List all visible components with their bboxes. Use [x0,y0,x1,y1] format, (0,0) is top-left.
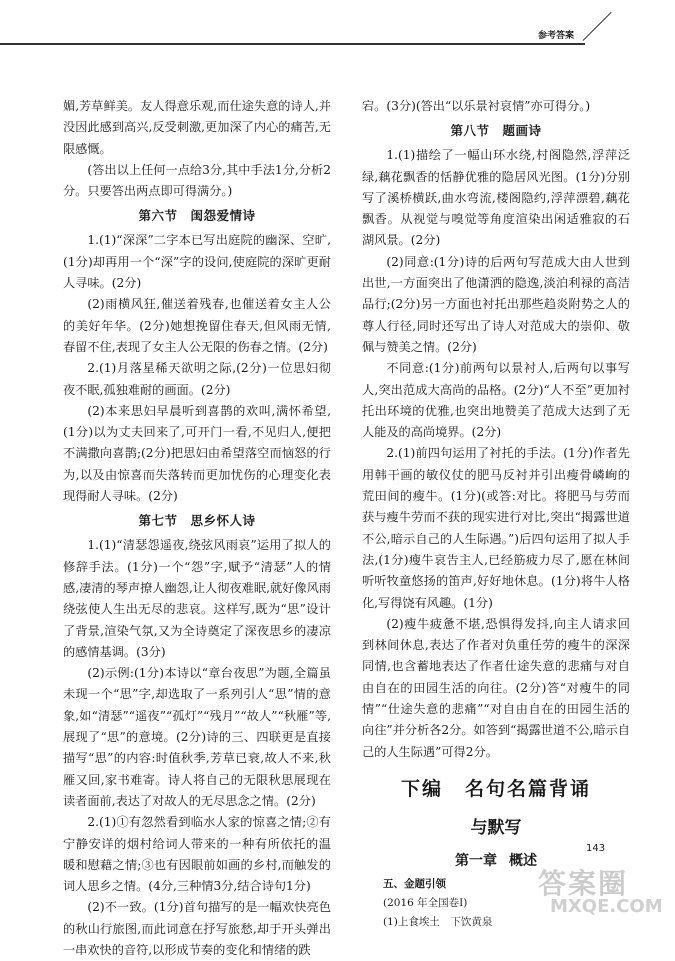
section-heading: 第八节 题画诗 [450,123,542,139]
paragraph: (2)示例:(1分)本诗以“章台夜思”为题,全篇虽未现一个“思”字,却选取了一系列引人“思”情的意象,如“清瑟”“遥夜”“孤灯”“残月”“故人”“秋雁”等,展现了“思”的意境。(2分)诗的三、四联更是直接描写“思”的内容:时值秋季,芳草已衰,故人不来,秋雁又回,家书难寄。诗人将自己的无限秋思展现在读者面前,表达了对故人的无尽思念之情。(2分) [63,666,331,808]
page-number: 143 [586,843,606,854]
paragraph: 宕。(3分)(答出“以乐景衬哀情”亦可得分。) [362,99,591,113]
paragraph: 媚,芳草鲜美。友人得意乐观,而仕途失意的诗人,并没因此感到高兴,反受刺激,更加深了内心的痛苦,无限感慨。 [63,99,331,156]
answer-line: (2016 年全国卷Ⅰ) [383,896,468,909]
paragraph: 1.(1)“清瑟怨遥夜,绕弦风雨哀”运用了拟人的修辞手法。(1分)一个“怨”字,赋予“清瑟”人的情感,凄清的琴声撩人幽怨,让人彻夜难眠,就好像风雨绕弦使人生出无尽的悲哀。这样写,既为“思”设计了背景,渲染气氛,又为全诗奠定了深夜思乡的凄凉的感情基调。(3分) [63,538,331,659]
paragraph: 2.(1)①有忽然看到临水人家的惊喜之情;②有宁静安详的烟村给词人带来的一种有所依托的温暖和慰藉之情;③也有因眼前如画的乡村,而触发的词人思乡之情。(4分,三种情3分,结合诗句1分) [63,815,331,894]
part-subtitle: 与默写 [470,817,522,838]
left-column [63,96,331,961]
header-slash [583,12,612,41]
paragraph: (2)同意:(1分)诗的后两句写范成大由人世到出世,一方面突出了他潇洒的隐逸,淡泊利禄的高洁品行;(2分)另一方面也衬托出那些趋炎附势之人的尊人行径,同时还写出了诗人对范成大的崇仰、敬佩与赞美之情。(2分) [362,254,630,354]
watermark [530,862,670,918]
paragraph: 2.(1)前四句运用了衬托的手法。(1分)作者先用韩干画的敏仪仗的肥马反衬并引出瘦骨嶙峋的荒田间的瘦牛。(1分)(或答:对比。将肥马与劳而获与瘦牛劳而不获的现实进行对比,突出“揭露世道不公,暗示自己的人生际遇。”)后四句运用了拟人手法,(1分)瘦牛哀告主人,已经筋疲力尽了,愿在林间听听牧童悠扬的笛声,好好地休息。(1分)将牛人格化,写得饶有风趣。(1分) [362,446,630,610]
paragraph: 不同意:(1分)前两句以景衬人,后两句以事写人,突出范成大高尚的品格。(2分)“人不至”更加衬托出环境的优雅,也突出地赞美了范成大达到了无人能及的高尚境界。(2分) [362,361,630,440]
watermark-logo: 答案圈 [538,867,629,900]
header-label: 参考答案 [538,31,575,41]
section-heading: 第六节 闺怨爱情诗 [138,208,256,224]
chapter-name: 概述 [509,852,537,869]
paragraph: (答出以上任何一点给3分,其中手法1分,分析2分。只要答出两点即可得满分。) [63,162,331,199]
page-header [0,0,675,55]
section-heading: 第七节 思乡怀人诗 [138,513,256,529]
part-name: 名句名篇背诵 [465,777,592,800]
right-column [362,96,630,932]
part-label: 下编 [400,777,443,800]
paragraph: 1.(1)“深深”二字本已写出庭院的幽深、空旷,(1分)却再用一个“深”字的设问,使庭院的深旷更耐人寻味。(2分) [63,233,331,291]
paragraph: (2)瘦牛疲惫不堪,恐惧得发抖,向主人请求回到林间休息,表达了作者对负重任劳的瘦牛的深深同情,也含蓄地表达了作者仕途失意的悲痛与对自由自在的田园生活的向往。(2分)答“对瘦牛的同情”“仕途失意的悲痛”“对自由自在的田园生活的向往”并分析各2分。如答到“揭露世道不公,暗示自己的人生际遇”可得2分。 [362,616,630,759]
answer-line: (1)上食埃土 下饮黄泉 [383,915,493,928]
watermark-url: MXQE.COM [550,896,663,917]
chapter-number: 第一章 [455,852,497,869]
section-label: 五、金题引领 [383,877,446,890]
paragraph: 2.(1)月落星稀天欲明之际,(2分)一位思妇彻夜不眠,孤独难耐的画面。(2分) [63,361,331,397]
paragraph: (2)雨横风狂,催送着残春,也催送着女主人公的美好年华。(2分)她想挽留住春天,但风雨无情,春留不住,表现了女主人公无限的伤春之情。(2分) [63,297,331,354]
paragraph: (2)本来思妇早晨听到喜鹊的欢叫,满怀希望,(1分)以为丈夫回来了,可开门一看,不见归人,便把不满撒向喜鹊;(2分)把思妇由希望落空而恼怒的行为,以及由惊喜而失落转而更加忧伤的心理变化表现得耐人寻味。(2分) [63,403,331,504]
paragraph: (2)不一致。(1分)首句描写的是一幅欢快亮色的秋山行旅图,而此词意在抒写旅愁,却于开头弹出一串欢快的音符,以形成节奏的变化和情绪的跌 [63,900,331,957]
header-rule [0,43,585,45]
paragraph: 1.(1)描绘了一幅山环水绕,村阁隐然,浮萍泛绿,藕花飘香的恬静优雅的隐居风光图。(1分)分别写了溪桥横跃,曲水弯流,楼阁隐约,浮萍漂碧,藕花飘香。从视觉与嗅觉等角度渲染出闲适雅寂的石湖风景。(2分) [362,148,630,248]
part-title [362,771,630,807]
